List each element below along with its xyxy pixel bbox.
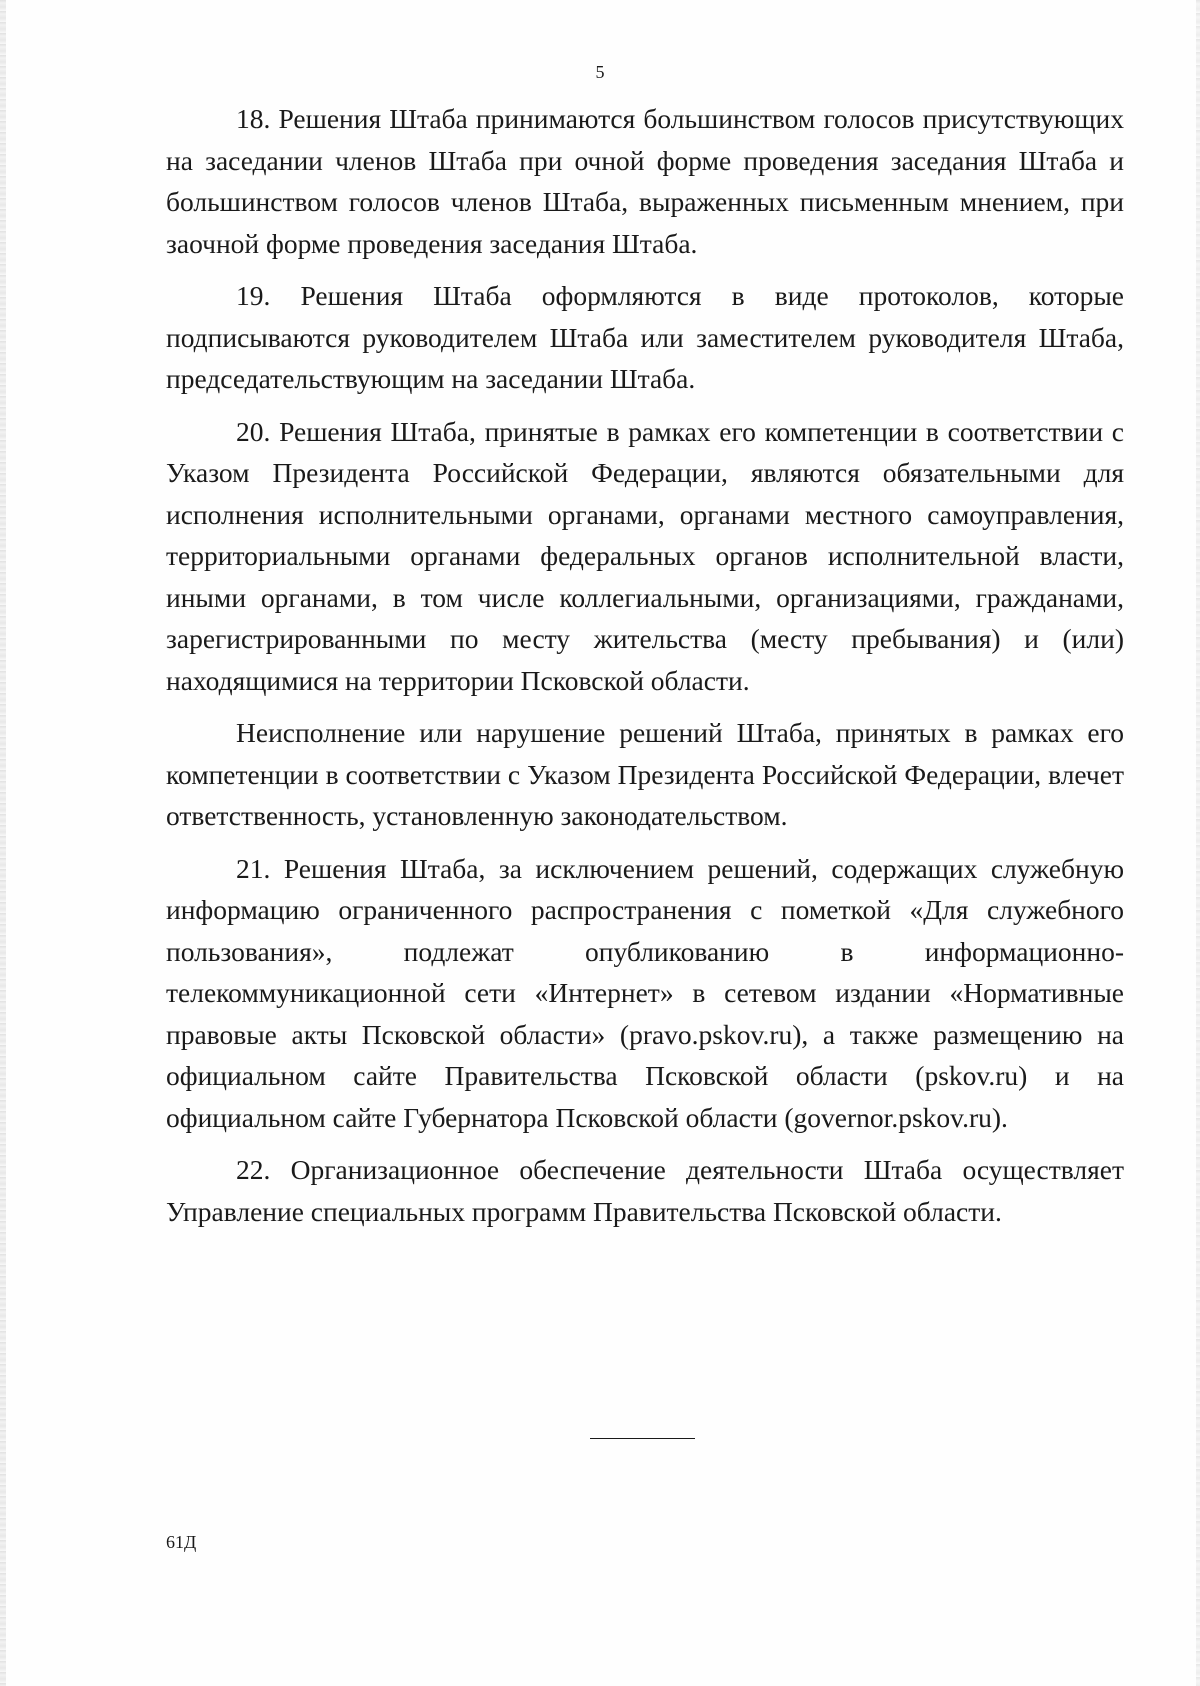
document-body: [166, 98, 1124, 1233]
paragraph-20: 20. Решения Штаба, принятые в рамках его компетенции в соответствии с Указом Президента Российской Федерации, являются обязательными для исполнения исполнительными органами, органами местного самоуправления, территориальными органами федеральных органов исполнительной власти, иными органами, в том числе коллегиальными, организациями, гражданами, зарегистрированными по месту жительства (месту пребывания) и (или) находящимися на территории Псковской области.: [166, 415, 1124, 696]
end-divider-line: [590, 1438, 695, 1439]
paragraph-18: 18. Решения Штаба принимаются большинством голосов присутствующих на заседании членов Штаба при очной форме проведения заседания Штаба и большинством голосов членов Штаба, выраженных письменным мнением, при заочной форме проведения заседания Штаба.: [166, 103, 1124, 259]
paragraph-20-continuation: Неисполнение или нарушение решений Штаба, принятых в рамках его компетенции в соответствии с Указом Президента Российской Федерации, влечет ответственность, установленную законодательством.: [166, 717, 1124, 831]
scan-edge-left: [0, 0, 6, 1686]
paragraph-22: 22. Организационное обеспечение деятельности Штаба осуществляет Управление специальных программ Правительства Псковской области.: [166, 1154, 1124, 1227]
page-number: 5: [595, 62, 605, 82]
scan-edge-right: [1196, 0, 1200, 1686]
paragraph-19: 19. Решения Штаба оформляются в виде протоколов, которые подписываются руководителем Штаба или заместителем руководителя Штаба, председательствующим на заседании Штаба.: [166, 280, 1124, 394]
paragraph-21: 21. Решения Штаба, за исключением решений, содержащих служебную информацию ограниченного распространения с пометкой «Для служебного пользования», подлежат опубликованию в информационно-телекоммуникационной сети «Интернет» в сетевом издании «Нормативные правовые акты Псковской области» (pravo.pskov.ru), а также размещению на официальном сайте Правительства Псковской области (pskov.ru) и на официальном сайте Губернатора Псковской области (governor.pskov.ru).: [166, 852, 1124, 1133]
document-code: 61Д: [166, 1532, 197, 1552]
